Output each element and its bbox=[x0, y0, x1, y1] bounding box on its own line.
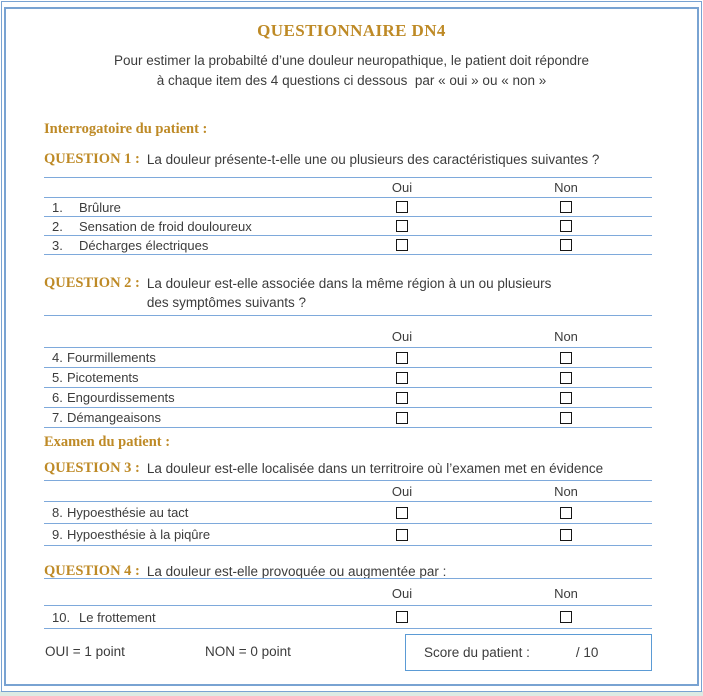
item-label: Décharges électriques bbox=[79, 237, 209, 253]
intro-line-2: à chaque item des 4 questions ci dessous par « oui » ou « non » bbox=[156, 73, 547, 88]
intro-line-1: Pour estimer la probabilté d’une douleur neuropathique, le patient doit répondre bbox=[113, 53, 590, 68]
question-3 bbox=[44, 459, 603, 478]
item-5-oui-checkbox[interactable] bbox=[396, 372, 408, 384]
item-6-oui-checkbox[interactable] bbox=[396, 392, 408, 404]
table-row bbox=[44, 198, 652, 217]
column-header-oui: Oui bbox=[391, 586, 413, 601]
question-1-label: QUESTION 1 : bbox=[44, 151, 140, 167]
table-row bbox=[44, 606, 652, 629]
column-header-non: Non bbox=[554, 586, 578, 601]
item-7-oui-checkbox[interactable] bbox=[396, 412, 408, 424]
intro-text bbox=[0, 51, 703, 91]
item-8-oui-checkbox[interactable] bbox=[396, 507, 408, 519]
question-2-text-line-1: La douleur est-elle associée dans la même région à un ou plusieurs bbox=[146, 276, 552, 291]
scoring-rule-non: NON = 0 point bbox=[205, 644, 291, 659]
table-row bbox=[44, 236, 652, 255]
table-row bbox=[44, 502, 652, 524]
item-number: 6. bbox=[52, 390, 63, 405]
score-denominator: / 10 bbox=[575, 645, 599, 660]
item-label: Le frottement bbox=[79, 609, 156, 625]
score-label: Score du patient : bbox=[424, 645, 530, 660]
item-number: 9. bbox=[52, 527, 63, 542]
table-header-row bbox=[44, 579, 652, 606]
item-number: 8. bbox=[52, 505, 63, 520]
table-row bbox=[44, 217, 652, 236]
question-2-label: QUESTION 2 : bbox=[44, 275, 140, 291]
section-heading-examen: Examen du patient : bbox=[44, 434, 171, 450]
column-header-non: Non bbox=[554, 329, 578, 344]
item-label: Hypoesthésie au tact bbox=[67, 505, 189, 520]
question-3-table bbox=[44, 480, 652, 546]
item-1-non-checkbox[interactable] bbox=[560, 201, 572, 213]
item-number: 1. bbox=[52, 199, 63, 215]
table-header-row bbox=[44, 481, 652, 502]
column-header-non: Non bbox=[554, 483, 578, 499]
column-header-non: Non bbox=[554, 180, 578, 195]
item-number: 3. bbox=[52, 237, 63, 253]
question-1-text: La douleur présente-t-elle une ou plusieurs des caractéristiques suivantes ? bbox=[146, 152, 600, 167]
table-row bbox=[44, 388, 652, 408]
table-row bbox=[44, 368, 652, 388]
item-3-oui-checkbox[interactable] bbox=[396, 239, 408, 251]
item-4-non-checkbox[interactable] bbox=[560, 352, 572, 364]
question-4-text: La douleur est-elle provoquée ou augmentée par : bbox=[146, 564, 447, 579]
table-row bbox=[44, 524, 652, 546]
item-10-oui-checkbox[interactable] bbox=[396, 611, 408, 623]
table-row bbox=[44, 408, 652, 428]
question-2-table bbox=[44, 315, 652, 428]
question-1 bbox=[44, 150, 599, 169]
item-7-non-checkbox[interactable] bbox=[560, 412, 572, 424]
question-2 bbox=[44, 274, 551, 312]
item-5-non-checkbox[interactable] bbox=[560, 372, 572, 384]
item-label: Picotements bbox=[67, 370, 139, 385]
column-header-oui: Oui bbox=[391, 329, 413, 344]
table-row bbox=[44, 348, 652, 368]
question-2-text-line-2: des symptômes suivants ? bbox=[146, 295, 306, 310]
item-10-non-checkbox[interactable] bbox=[560, 611, 572, 623]
item-4-oui-checkbox[interactable] bbox=[396, 352, 408, 364]
item-label: Engourdissements bbox=[67, 390, 175, 405]
table-header-row bbox=[44, 316, 652, 348]
item-label: Brûlure bbox=[79, 199, 121, 215]
item-number: 5. bbox=[52, 370, 63, 385]
question-4-label: QUESTION 4 : bbox=[44, 563, 140, 579]
question-3-label: QUESTION 3 : bbox=[44, 460, 140, 476]
question-3-text: La douleur est-elle localisée dans un territroire où l’examen met en évidence bbox=[146, 461, 604, 476]
question-4-table bbox=[44, 578, 652, 629]
item-label: Fourmillements bbox=[67, 350, 156, 365]
item-label: Démangeaisons bbox=[67, 410, 161, 425]
column-header-oui: Oui bbox=[391, 180, 413, 195]
item-2-non-checkbox[interactable] bbox=[560, 220, 572, 232]
section-heading-interrogatoire: Interrogatoire du patient : bbox=[44, 121, 208, 137]
item-9-non-checkbox[interactable] bbox=[560, 529, 572, 541]
item-label: Hypoesthésie à la piqûre bbox=[67, 527, 211, 542]
item-number: 10. bbox=[52, 609, 71, 625]
item-1-oui-checkbox[interactable] bbox=[396, 201, 408, 213]
item-number: 2. bbox=[52, 218, 63, 234]
item-3-non-checkbox[interactable] bbox=[560, 239, 572, 251]
item-8-non-checkbox[interactable] bbox=[560, 507, 572, 519]
item-number: 4. bbox=[52, 350, 63, 365]
patient-score-box[interactable] bbox=[405, 634, 652, 671]
column-header-oui: Oui bbox=[391, 483, 413, 499]
item-label: Sensation de froid douloureux bbox=[79, 218, 252, 234]
item-number: 7. bbox=[52, 410, 63, 425]
page-title: QUESTIONNAIRE DN4 bbox=[257, 21, 446, 40]
item-9-oui-checkbox[interactable] bbox=[396, 529, 408, 541]
item-6-non-checkbox[interactable] bbox=[560, 392, 572, 404]
table-header-row bbox=[44, 178, 652, 198]
scoring-rule-oui: OUI = 1 point bbox=[45, 644, 125, 659]
item-2-oui-checkbox[interactable] bbox=[396, 220, 408, 232]
question-1-table bbox=[44, 177, 652, 255]
